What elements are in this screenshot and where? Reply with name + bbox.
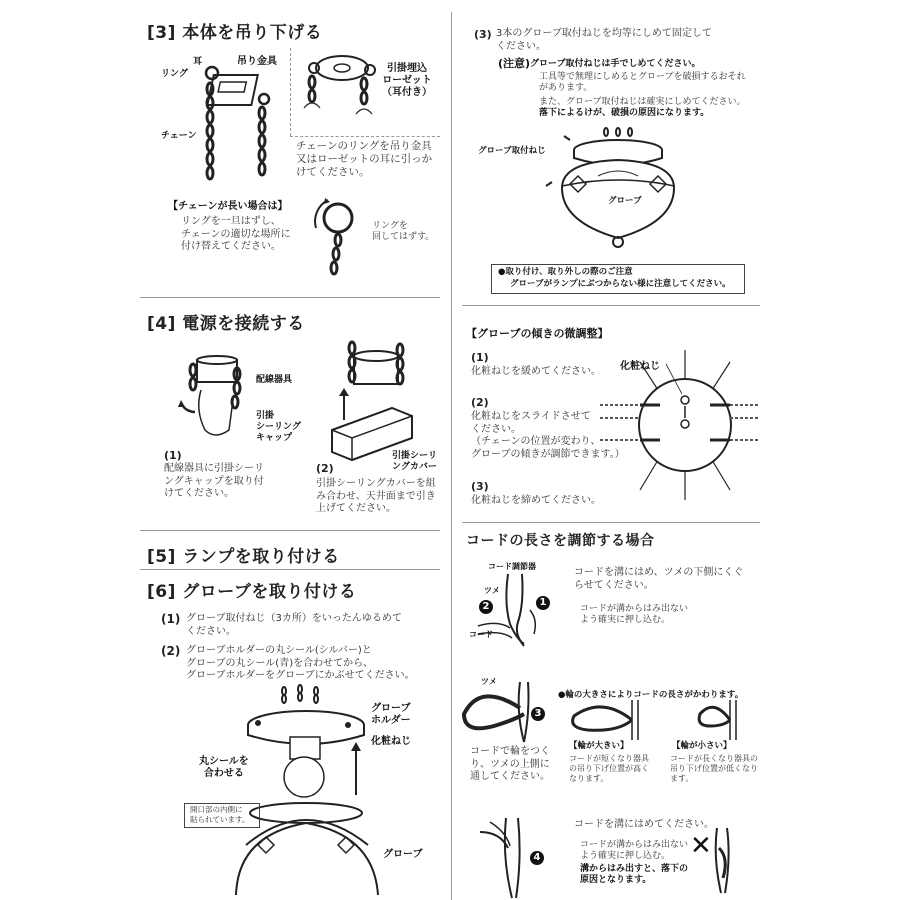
inside-note-text: 開口部の内側に 貼られています。 [190, 805, 250, 824]
long-chain-text: リングを一旦はずし、 チェーンの適切な場所に 付け替えてください。 [181, 216, 291, 252]
label-tsume-2: ツメ [481, 677, 497, 686]
dashed-guide [290, 48, 291, 136]
label-cord-adjuster: コード調節器 [488, 562, 536, 571]
s6-step1-text: グローブ取付ねじ（3カ所）をいったんゆるめて ください。 [186, 613, 402, 637]
globe-holder-illustration [228, 685, 388, 900]
r3-caution-text-2b: 落下によるけが、破損の原因になります。 [539, 108, 710, 118]
divider-s4-s5 [140, 530, 440, 531]
label-cord: コード [469, 630, 493, 639]
label-globe-holder: グローブ ホルダー [371, 703, 411, 726]
cord-text-1: コードを溝にはめ、ツメの下側にくぐ らせてください。 [574, 567, 744, 591]
cover-install-illustration [318, 330, 428, 470]
s6-step1-num: (1) [161, 612, 181, 626]
label-ear: 耳 [193, 57, 203, 67]
cord-text-5: コードが溝からはみ出ない よう確実に押し込む。 [580, 840, 689, 861]
step-number-3-text: 3 [534, 708, 542, 719]
small-loop-text: コードが長くなり器具の 吊り下げ位置が低くなり ます。 [670, 754, 758, 783]
label-seal-align: 丸シールを 合わせる [199, 756, 249, 779]
label-fixture: 配線器具 [256, 375, 293, 385]
s4-step1-text: 配線器具に引掛シーリ ングキャップを取り付 けてください。 [164, 463, 264, 499]
r3-caution-head: (注意) [498, 57, 531, 70]
big-loop-title: 【輪が大きい】 [569, 741, 629, 751]
divider-s5-s6 [140, 569, 440, 570]
divider-right-cord [462, 522, 760, 523]
tilt-step1-num: (1) [471, 351, 489, 364]
section-6-title: [6] グローブを取り付ける [147, 582, 357, 602]
ring-rotate-illustration [308, 196, 368, 286]
rosette-illustration [300, 48, 380, 123]
step-number-4-text: 4 [533, 852, 541, 863]
s4-step2-num: (2) [316, 462, 334, 475]
label-hanger: 吊り金具 [237, 56, 277, 67]
r3-notice-line-1: ●取り付け、取り外しの際のご注意 [498, 267, 633, 277]
s4-step1-num: (1) [164, 449, 182, 462]
tilt-step3-text: 化粧ねじを締めてください。 [471, 495, 601, 506]
label-tilt-screw: 化粧ねじ [620, 361, 660, 372]
cap-install-illustration [175, 350, 255, 455]
r3-step-text: 3本のグローブ取付ねじを均等にしめて固定して ください。 [496, 28, 712, 52]
s6-step2-num: (2) [161, 644, 181, 658]
label-deco-screw: 化粧ねじ [371, 736, 411, 747]
cord-section-title: コードの長さを調節する場合 [466, 533, 655, 549]
label-chain: チェーン [161, 131, 197, 141]
wrong-cord-illustration [705, 828, 745, 893]
long-chain-ring-note: リングを 回してはずす。 [372, 221, 435, 242]
s4-step2-text: 引掛シーリングカバーを組 み合わせ、天井面まで引き 上げてください。 [316, 478, 436, 514]
long-chain-title: 【チェーンが長い場合は】 [168, 201, 288, 212]
section-3-title: [3] 本体を吊り下げる [147, 23, 323, 43]
ring-size-note: ●輪の大きさによりコードの長さがかわります。 [558, 690, 744, 700]
wrong-x-mark: ✕ [690, 831, 712, 861]
cord-loop-text: コードで輪をつく り、ツメの上側に 通してください。 [470, 746, 550, 782]
divider-s3-s4 [140, 297, 440, 298]
tilt-step3-num: (3) [471, 480, 489, 493]
cord-text-2: コードが溝からはみ出ない よう確実に押し込む。 [580, 604, 689, 625]
column-divider [451, 12, 452, 900]
big-loop-text: コードが短くなり器具 の吊り下げ位置が高く なります。 [569, 754, 649, 783]
tilt-step1-text: 化粧ねじを緩めてください。 [471, 366, 601, 377]
tilt-step2-text: 化粧ねじをスライドさせて ください。 （チェーンの位置が変わり、 グローブの傾きが調節できます。） [471, 411, 625, 460]
r3-caution-text-2a: また、グローブ取付ねじは確実にしめてください。 [539, 97, 746, 107]
r3-caution-bold: グローブ取付ねじは手でしめてください。 [530, 59, 701, 69]
text-hook-chain: チェーンのリングを吊り金具 又はローゼットの耳に引っか けてください。 [296, 140, 433, 178]
label-globe-bottom: グローブ [383, 849, 423, 860]
tilt-adjust-illustration [600, 350, 760, 500]
small-loop-title: 【輪が小さい】 [672, 741, 732, 751]
tilt-step2-num: (2) [471, 396, 489, 409]
r3-notice-line-2: グローブがランプにぶつからない様に注意してください。 [510, 279, 731, 289]
divider-right-tilt [462, 305, 760, 306]
dashed-guide [290, 136, 440, 137]
label-rosette: 引掛埋込 ローゼット （耳付き） [382, 63, 432, 98]
label-cover: 引掛シーリ ングカバー [392, 451, 438, 472]
section-5-title: [5] ランプを取り付ける [147, 547, 340, 567]
label-globe-screw: グローブ取付ねじ [478, 146, 546, 156]
label-globe-right: グローブ [608, 196, 642, 206]
section-4-title: [4] 電源を接続する [147, 314, 305, 334]
step-number-1-text: 1 [539, 597, 547, 608]
label-tsume: ツメ [484, 586, 500, 595]
r3-step-num: (3) [474, 28, 492, 41]
tilt-title: 【グローブの傾きの微調整】 [466, 327, 609, 340]
s6-step2-text: グローブホルダーの丸シール(シルバー)と グローブの丸シール(青)を合わせてから、 グローブホルダーをグローブにかぶせてください。 [186, 645, 415, 681]
label-ring: リング [161, 69, 188, 79]
r3-caution-text-1: 工具等で無理にしめるとグローブを破損するおそれ があります。 [539, 72, 746, 93]
hanger-chain-illustration [180, 55, 280, 180]
cord-text-6: 溝からはみ出すと、落下の 原因となります。 [580, 864, 689, 885]
small-loop-illustration [690, 700, 750, 740]
globe-screw-illustration [548, 126, 688, 258]
label-cap: 引掛 シーリング キャップ [256, 411, 301, 443]
cord-text-4: コードを溝にはめてください。 [574, 819, 714, 830]
step-number-2-text: 2 [482, 601, 490, 612]
big-loop-illustration [566, 700, 646, 740]
